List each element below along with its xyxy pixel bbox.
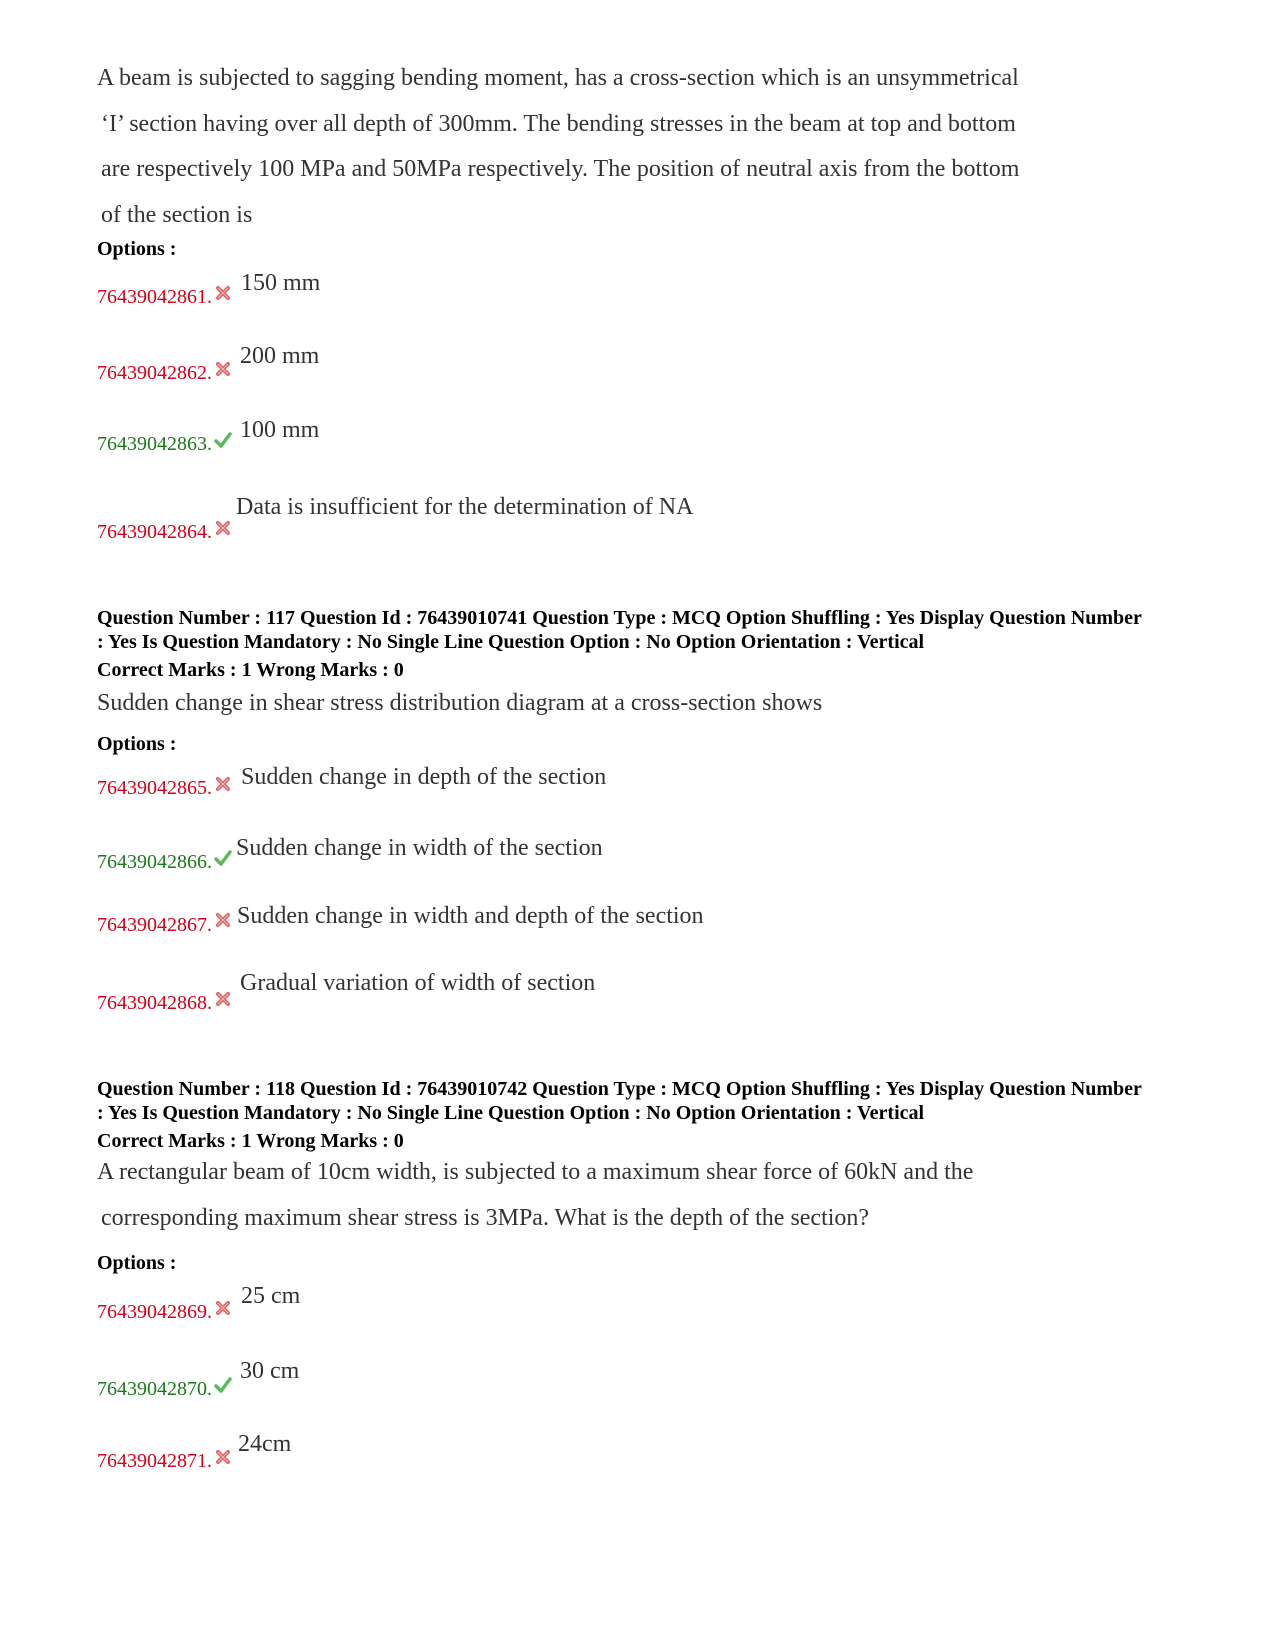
option-text: 25 cm xyxy=(241,1283,301,1309)
question-text-line: of the section is xyxy=(101,201,253,228)
option-id: 76439042869. xyxy=(97,1301,212,1323)
question-text-line: are respectively 100 MPa and 50MPa respectively. The position of neutral axis from the bottom xyxy=(101,156,1020,182)
wrong-mark-icon xyxy=(214,911,232,929)
marks-line: Correct Marks : 1 Wrong Marks : 0 xyxy=(97,1130,404,1152)
correct-check-icon xyxy=(214,431,232,449)
question-118-meta xyxy=(97,1077,1217,1153)
wrong-mark-icon xyxy=(214,990,232,1008)
options-label: Options : xyxy=(97,733,177,755)
option-id: 76439042870. xyxy=(97,1378,212,1400)
question-116-text xyxy=(97,56,1097,238)
option-text: Gradual variation of width of section xyxy=(240,970,596,996)
meta-line: : Yes Is Question Mandatory : No Single Line Question Option : No Option Orientation : Vertical xyxy=(97,631,925,653)
correct-check-icon xyxy=(214,1376,232,1394)
wrong-mark-icon xyxy=(214,1299,232,1317)
wrong-mark-icon xyxy=(214,775,232,793)
option-text: Sudden change in width and depth of the section xyxy=(237,903,704,929)
options-label: Options : xyxy=(97,1252,177,1274)
question-text-line: A beam is subjected to sagging bending moment, has a cross-section which is an unsymmetrical xyxy=(97,65,1019,91)
question-text-line: corresponding maximum shear stress is 3MPa. What is the depth of the section? xyxy=(101,1204,870,1231)
marks-line: Correct Marks : 1 Wrong Marks : 0 xyxy=(97,659,404,681)
meta-line: : Yes Is Question Mandatory : No Single Line Question Option : No Option Orientation : Vertical xyxy=(97,1102,925,1124)
option-text: Sudden change in depth of the section xyxy=(241,764,607,790)
option-text: 150 mm xyxy=(241,270,321,296)
option-id: 76439042862. xyxy=(97,362,212,384)
option-id: 76439042867. xyxy=(97,914,212,936)
options-label: Options : xyxy=(97,238,177,260)
wrong-mark-icon xyxy=(214,1448,232,1466)
question-text-line: ‘I’ section having over all depth of 300mm. The bending stresses in the beam at top and bottom xyxy=(101,110,1016,137)
option-id: 76439042863. xyxy=(97,433,212,455)
option-text: 200 mm xyxy=(240,343,320,369)
correct-check-icon xyxy=(214,849,232,867)
question-text-line: A rectangular beam of 10cm width, is subjected to a maximum shear force of 60kN and the xyxy=(97,1159,974,1185)
meta-line: Question Number : 117 Question Id : 76439010741 Question Type : MCQ Option Shuffling : Yes Display Question Number xyxy=(97,607,1142,629)
option-text: 30 cm xyxy=(240,1358,300,1384)
question-117-meta xyxy=(97,606,1217,682)
question-118-text xyxy=(97,1150,1097,1241)
wrong-mark-icon xyxy=(214,519,232,537)
option-id: 76439042861. xyxy=(97,286,212,308)
wrong-mark-icon xyxy=(214,360,232,378)
option-id: 76439042868. xyxy=(97,992,212,1014)
option-text: 24cm xyxy=(238,1431,292,1457)
option-text: Sudden change in width of the section xyxy=(236,835,603,861)
option-text: 100 mm xyxy=(240,417,320,443)
option-id: 76439042864. xyxy=(97,521,212,543)
question-117-text: Sudden change in shear stress distribution diagram at a cross-section shows xyxy=(97,690,823,716)
option-text: Data is insufficient for the determination of NA xyxy=(236,494,694,520)
option-id: 76439042871. xyxy=(97,1450,212,1472)
option-id: 76439042866. xyxy=(97,851,212,873)
wrong-mark-icon xyxy=(214,284,232,302)
option-id: 76439042865. xyxy=(97,777,212,799)
meta-line: Question Number : 118 Question Id : 76439010742 Question Type : MCQ Option Shuffling : Yes Display Question Number xyxy=(97,1078,1142,1100)
